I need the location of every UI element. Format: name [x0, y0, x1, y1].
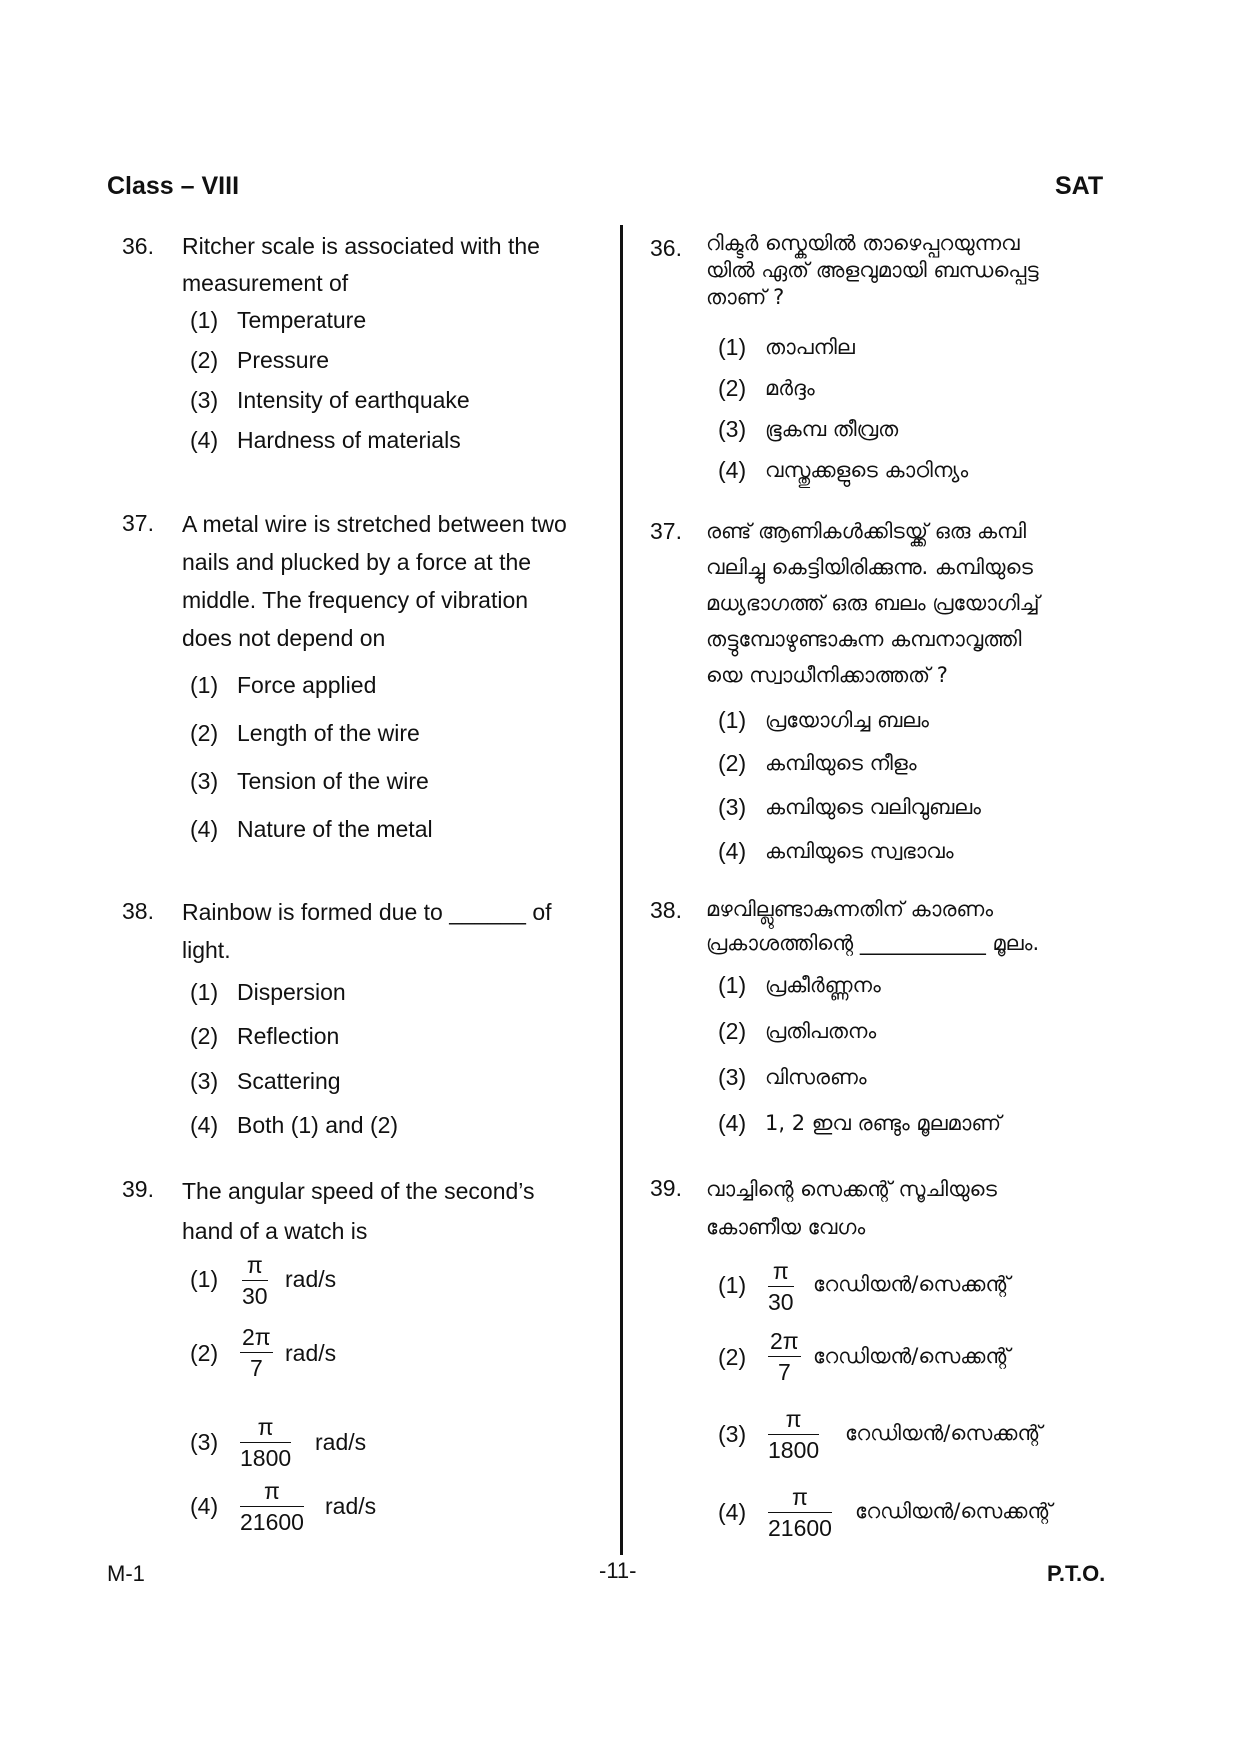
option-number: (4) [190, 816, 219, 842]
fraction-denominator: 30 [242, 1283, 268, 1309]
option-unit: റേഡിയൻ/സെക്കന്റ് [845, 1421, 1043, 1445]
question-line: Ritcher scale is associated with the [182, 233, 540, 259]
fraction [768, 1404, 819, 1465]
option-number: (4) [190, 427, 219, 453]
fraction [768, 1326, 801, 1387]
option-text: മർദ്ദം [765, 376, 815, 400]
option-number: (2) [718, 1018, 747, 1044]
option-number: (1) [718, 707, 747, 733]
option-text: വസ്തുക്കളുടെ കാഠിന്യം [765, 458, 969, 482]
option-number: (3) [718, 416, 747, 442]
question-line: മധ്യഭാഗത്ത് ഒരു ബലം പ്രയോഗിച്ച് [706, 591, 1040, 615]
option-text: കമ്പിയുടെ വലിവുബലം [765, 795, 981, 819]
question-line: യെ സ്വാധീനിക്കാത്തത് ? [706, 663, 948, 687]
option-text: Force applied [237, 672, 377, 698]
fraction [240, 1476, 304, 1537]
fraction [240, 1412, 291, 1473]
option-text: പ്രകീർണ്ണനം [765, 973, 881, 997]
option-text: ഭൂകമ്പ തീവ്രത [765, 417, 899, 441]
question-number: 37. [122, 510, 154, 536]
option-number: (4) [718, 457, 747, 483]
option-unit: rad/s [285, 1266, 337, 1292]
option-number: (2) [190, 720, 219, 746]
option-number: (2) [718, 750, 747, 776]
option-number: (1) [718, 972, 747, 998]
question-line: middle. The frequency of vibration [182, 587, 529, 613]
option-text: Nature of the metal [237, 816, 433, 842]
option-number: (4) [718, 838, 747, 864]
exam-label: SAT [1055, 172, 1104, 200]
option-number: (4) [190, 1493, 219, 1519]
fraction-denominator: 1800 [768, 1437, 820, 1463]
question-number: 39. [122, 1176, 154, 1202]
question-line: രണ്ട് ആണികൾക്കിടയ്ക്ക് ഒരു കമ്പി [706, 519, 1027, 543]
option-unit: റേഡിയൻ/സെക്കന്റ് [813, 1272, 1011, 1296]
option-number: (2) [190, 1023, 219, 1049]
option-text: Hardness of materials [237, 427, 461, 453]
fraction-numerator: π [768, 1482, 832, 1513]
option-number: (3) [718, 1421, 747, 1447]
option-number: (2) [190, 347, 219, 373]
page-number: -11- [599, 1558, 637, 1583]
question-line: വാച്ചിന്റെ സെക്കന്റ് സൂചിയുടെ [706, 1177, 997, 1201]
option-number: (2) [718, 375, 747, 401]
question-number: 38. [122, 898, 154, 924]
fraction-denominator: 21600 [768, 1515, 832, 1541]
option-text: വിസരണം [765, 1065, 867, 1089]
question-number: 36. [122, 233, 154, 259]
question-line: വലിച്ചു കെട്ടിയിരിക്കുന്നു. കമ്പിയുടെ [706, 555, 1033, 579]
page-code: M-1 [107, 1561, 145, 1586]
option-number: (4) [718, 1499, 747, 1525]
option-text: Intensity of earthquake [237, 387, 470, 413]
option-text: Dispersion [237, 979, 346, 1005]
option-text: പ്രയോഗിച്ച ബലം [765, 708, 929, 732]
fraction-numerator: π [240, 1412, 291, 1443]
option-unit: റേഡിയൻ/സെക്കന്റ് [813, 1344, 1011, 1368]
option-number: (3) [190, 387, 219, 413]
question-line: റിക്ടർ സ്കെയിൽ താഴെപ്പറയുന്നവ [706, 231, 1020, 255]
fraction [768, 1482, 832, 1543]
question-line: hand of a watch is [182, 1218, 368, 1244]
question-line: The angular speed of the second’s [182, 1178, 535, 1204]
option-unit: rad/s [325, 1493, 377, 1519]
option-text: Scattering [237, 1068, 341, 1094]
question-number: 37. [650, 518, 682, 544]
fraction [768, 1256, 794, 1317]
option-text: പ്രതിപതനം [765, 1019, 877, 1043]
fraction-denominator: 7 [777, 1359, 791, 1385]
option-text: Both (1) and (2) [237, 1112, 399, 1138]
option-text: Reflection [237, 1023, 340, 1049]
option-number: (3) [718, 1064, 747, 1090]
question-line: കോണീയ വേഗം [706, 1215, 866, 1239]
question-line: nails and plucked by a force at the [182, 549, 532, 575]
question-line: measurement of [182, 270, 349, 296]
option-number: (4) [190, 1112, 219, 1138]
fraction [240, 1322, 273, 1383]
option-number: (4) [718, 1110, 747, 1136]
option-number: (2) [718, 1344, 747, 1370]
option-number: (1) [190, 672, 219, 698]
option-text: താപനില [765, 335, 855, 359]
pto-label: P.T.O. [1047, 1561, 1106, 1586]
option-number: (1) [718, 1272, 747, 1298]
question-number: 39. [650, 1175, 682, 1201]
option-number: (1) [718, 334, 747, 360]
option-number: (1) [190, 1266, 219, 1292]
option-unit: റേഡിയൻ/സെക്കന്റ് [855, 1499, 1053, 1523]
option-text: Length of the wire [237, 720, 420, 746]
option-text: Pressure [237, 347, 330, 373]
fraction-numerator: π [240, 1476, 304, 1507]
question-line: പ്രകാശത്തിന്റെ ____________ മൂലം. [706, 931, 1040, 955]
option-number: (1) [190, 979, 219, 1005]
option-number: (3) [190, 1429, 219, 1455]
fraction-numerator: π [242, 1250, 268, 1281]
question-line: യിൽ ഏത് അളവുമായി ബന്ധപ്പെട്ട [706, 258, 1039, 282]
option-text: 1, 2 ഇവ രണ്ടും മൂലമാണ് [765, 1111, 1002, 1135]
option-number: (2) [190, 1340, 219, 1366]
fraction-numerator: 2π [240, 1322, 273, 1353]
question-line: തട്ടുമ്പോഴുണ്ടാകുന്ന കമ്പനാവൃത്തി [706, 627, 1022, 651]
column-divider [620, 225, 623, 1555]
option-text: കമ്പിയുടെ നീളം [765, 751, 917, 775]
question-number: 36. [650, 235, 682, 261]
question-line: A metal wire is stretched between two [182, 511, 567, 537]
fraction-denominator: 30 [768, 1289, 794, 1315]
fraction-numerator: 2π [768, 1326, 801, 1357]
question-number: 38. [650, 897, 682, 923]
class-label: Class – VIII [107, 172, 240, 200]
option-number: (3) [190, 768, 219, 794]
option-unit: rad/s [285, 1340, 337, 1366]
fraction [242, 1250, 268, 1311]
fraction-numerator: π [768, 1404, 819, 1435]
option-unit: rad/s [315, 1429, 367, 1455]
question-line: light. [182, 937, 231, 963]
fraction-denominator: 21600 [240, 1509, 304, 1535]
fraction-numerator: π [768, 1256, 794, 1287]
option-text: Tension of the wire [237, 768, 429, 794]
question-line: does not depend on [182, 625, 386, 651]
option-number: (3) [718, 794, 747, 820]
option-number: (3) [190, 1068, 219, 1094]
question-line: Rainbow is formed due to ______ of [182, 899, 552, 925]
option-number: (1) [190, 307, 219, 333]
question-line: മഴവില്ലുണ്ടാകുന്നതിന് കാരണം [706, 897, 994, 921]
fraction-denominator: 1800 [240, 1445, 292, 1471]
option-text: Temperature [237, 307, 367, 333]
fraction-denominator: 7 [249, 1355, 263, 1381]
question-line: താണ് ? [706, 285, 785, 309]
option-text: കമ്പിയുടെ സ്വഭാവം [765, 839, 954, 863]
